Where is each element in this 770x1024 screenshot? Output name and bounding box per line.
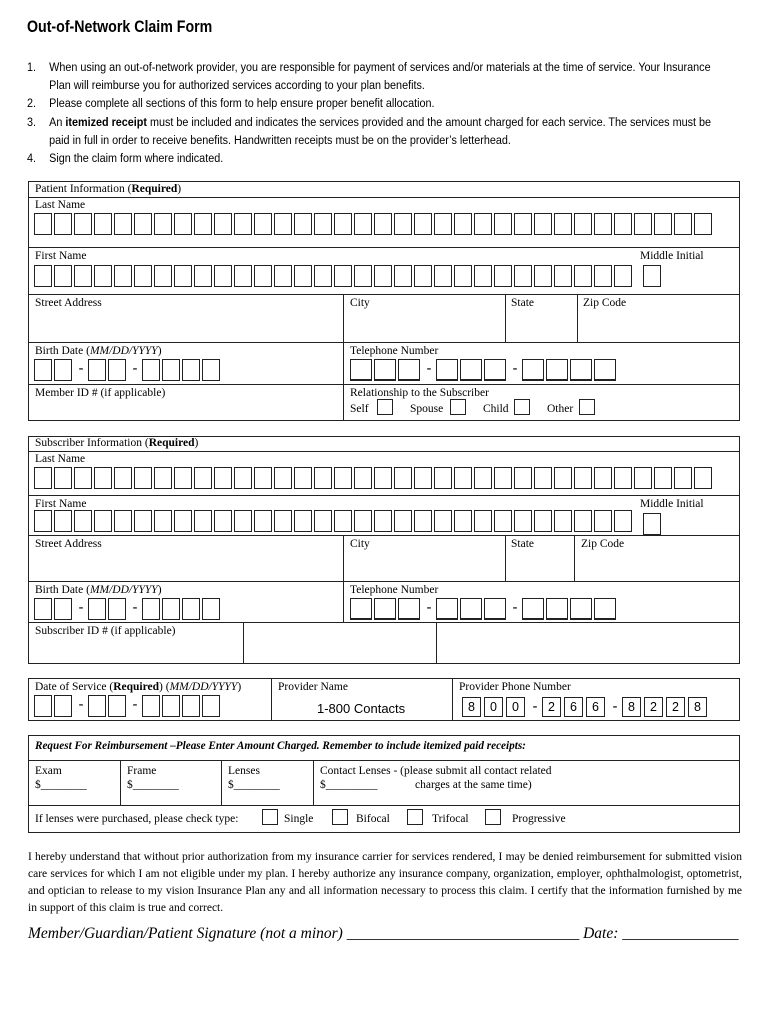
char-box[interactable] xyxy=(74,467,92,489)
char-box[interactable] xyxy=(34,467,52,489)
char-box[interactable] xyxy=(174,265,192,287)
char-box[interactable] xyxy=(434,467,452,489)
char-box[interactable] xyxy=(554,213,572,235)
char-box[interactable] xyxy=(94,265,112,287)
char-box[interactable] xyxy=(254,265,272,287)
lens-trifocal-checkbox[interactable] xyxy=(407,809,423,825)
patient-city-label: City xyxy=(350,297,370,309)
date-digit-box[interactable] xyxy=(182,598,200,620)
relationship-other-checkbox[interactable] xyxy=(579,399,595,415)
char-box[interactable] xyxy=(354,467,372,489)
char-box[interactable] xyxy=(134,510,152,532)
subscriber-street-label: Street Address xyxy=(35,538,102,550)
char-box[interactable] xyxy=(634,213,652,235)
patient-zip-label: Zip Code xyxy=(583,297,627,309)
phone-separator: - xyxy=(512,360,518,377)
char-box[interactable] xyxy=(74,510,92,532)
char-box[interactable] xyxy=(314,213,332,235)
char-box[interactable] xyxy=(194,265,212,287)
lenses-amount-field[interactable]: $________ xyxy=(228,779,280,791)
char-box[interactable] xyxy=(394,467,412,489)
subscriber-birth-date-label: Birth Date (MM/DD/YYYY) xyxy=(35,584,162,596)
phone-digit-box[interactable] xyxy=(546,359,568,381)
date-separator: - xyxy=(132,360,138,377)
phone-digit-box[interactable] xyxy=(398,598,420,620)
char-box[interactable] xyxy=(494,213,512,235)
provider-phone-digit[interactable]: 8 xyxy=(462,697,481,717)
char-box[interactable] xyxy=(294,265,312,287)
date-digit-box[interactable] xyxy=(54,598,72,620)
date-digit-box[interactable] xyxy=(88,598,106,620)
provider-phone-digit[interactable]: 8 xyxy=(622,697,641,717)
provider-phone-boxes[interactable] xyxy=(462,697,710,717)
relationship-child-checkbox[interactable] xyxy=(514,399,530,415)
contact-lenses-note: charges at the same time) xyxy=(415,779,532,791)
char-box[interactable] xyxy=(54,467,72,489)
char-box[interactable] xyxy=(643,265,661,287)
char-box[interactable] xyxy=(74,265,92,287)
char-box[interactable] xyxy=(594,510,612,532)
date-digit-box[interactable] xyxy=(162,695,180,717)
provider-phone-digit[interactable]: 2 xyxy=(666,697,685,717)
char-box[interactable] xyxy=(314,510,332,532)
phone-digit-box[interactable] xyxy=(350,598,372,620)
phone-digit-box[interactable] xyxy=(570,359,592,381)
char-box[interactable] xyxy=(414,213,432,235)
relationship-other-label: Other xyxy=(547,403,574,415)
patient-member-id-label: Member ID # (if applicable) xyxy=(35,387,166,399)
char-box[interactable] xyxy=(94,467,112,489)
char-box[interactable] xyxy=(354,265,372,287)
phone-digit-box[interactable] xyxy=(594,598,616,620)
subscriber-last-name-boxes[interactable] xyxy=(34,467,714,489)
provider-phone-digit[interactable]: 2 xyxy=(542,697,561,717)
char-box[interactable] xyxy=(194,510,212,532)
char-box[interactable] xyxy=(214,265,232,287)
subscriber-state-label: State xyxy=(511,538,534,550)
char-box[interactable] xyxy=(154,265,172,287)
char-box[interactable] xyxy=(554,510,572,532)
provider-phone-digit[interactable]: 2 xyxy=(644,697,663,717)
char-box[interactable] xyxy=(54,265,72,287)
phone-digit-box[interactable] xyxy=(398,359,420,381)
char-box[interactable] xyxy=(254,510,272,532)
patient-middle-initial-box[interactable] xyxy=(643,265,663,287)
contact-lenses-amount-field[interactable]: $_________ xyxy=(320,779,378,791)
subscriber-id-label: Subscriber ID # (if applicable) xyxy=(35,625,176,637)
date-digit-box[interactable] xyxy=(182,359,200,381)
char-box[interactable] xyxy=(474,213,492,235)
char-box[interactable] xyxy=(274,510,292,532)
date-separator: - xyxy=(78,360,84,377)
relationship-label: Relationship to the Subscriber xyxy=(350,387,489,399)
lens-progressive-label: Progressive xyxy=(512,813,566,825)
char-box[interactable] xyxy=(254,213,272,235)
char-box[interactable] xyxy=(654,467,672,489)
phone-digit-box[interactable] xyxy=(594,359,616,381)
phone-digit-box[interactable] xyxy=(522,359,544,381)
char-box[interactable] xyxy=(274,467,292,489)
patient-section-header: Patient Information (Required) xyxy=(35,183,182,195)
date-digit-box[interactable] xyxy=(34,695,52,717)
char-box[interactable] xyxy=(414,265,432,287)
char-box[interactable] xyxy=(134,265,152,287)
provider-phone-digit[interactable]: 6 xyxy=(564,697,583,717)
char-box[interactable] xyxy=(154,213,172,235)
char-box[interactable] xyxy=(314,265,332,287)
char-box[interactable] xyxy=(114,213,132,235)
lenses-label: Lenses xyxy=(228,765,260,777)
relationship-spouse-label: Spouse xyxy=(410,403,444,415)
char-box[interactable] xyxy=(674,467,692,489)
contact-lenses-label: Contact Lenses - (please submit all contact related xyxy=(320,765,552,777)
provider-name-label: Provider Name xyxy=(278,681,348,693)
lens-bifocal-label: Bifocal xyxy=(356,813,390,825)
char-box[interactable] xyxy=(234,467,252,489)
patient-telephone-boxes[interactable] xyxy=(350,359,618,381)
phone-digit-box[interactable] xyxy=(570,598,592,620)
char-box[interactable] xyxy=(294,510,312,532)
date-digit-box[interactable] xyxy=(202,359,220,381)
attestation-paragraph: I hereby understand that without prior authorization from my insurance carrier for services rendered, I may be denied reimbursement for submitted vision care services for which I am not eligible under my plan. I hereby authorize any insurance company, organization, employer, ophthalmologist, optometrist, and optician to release to my vision Insurance Plan any and all information necessary to process this claim. I certify that the information furnished by me in support of this claim is true and correct. xyxy=(28,851,742,914)
signature-line[interactable]: Member/Guardian/Patient Signature (not a minor) ______________________________ Date: _______________ xyxy=(28,925,739,942)
date-digit-box[interactable] xyxy=(88,695,106,717)
date-digit-box[interactable] xyxy=(88,359,106,381)
relationship-child-label: Child xyxy=(483,403,509,415)
char-box[interactable] xyxy=(574,467,592,489)
char-box[interactable] xyxy=(454,265,472,287)
subscriber-first-name-label: First Name xyxy=(35,498,87,510)
phone-digit-box[interactable] xyxy=(374,598,396,620)
char-box[interactable] xyxy=(334,467,352,489)
char-box[interactable] xyxy=(94,213,112,235)
instruction-item: 4. Sign the claim form where indicated. xyxy=(27,151,224,166)
date-digit-box[interactable] xyxy=(162,598,180,620)
char-box[interactable] xyxy=(134,467,152,489)
subscriber-first-name-boxes[interactable] xyxy=(34,510,634,532)
char-box[interactable] xyxy=(214,213,232,235)
date-digit-box[interactable] xyxy=(182,695,200,717)
char-box[interactable] xyxy=(454,510,472,532)
form-title: Out-of-Network Claim Form xyxy=(27,18,213,36)
char-box[interactable] xyxy=(154,467,172,489)
phone-separator: - xyxy=(612,698,618,715)
patient-last-name-boxes[interactable] xyxy=(34,213,714,235)
subscriber-middle-initial-box[interactable] xyxy=(643,513,663,535)
char-box[interactable] xyxy=(474,265,492,287)
char-box[interactable] xyxy=(114,265,132,287)
phone-digit-box[interactable] xyxy=(484,359,506,381)
char-box[interactable] xyxy=(294,213,312,235)
phone-digit-box[interactable] xyxy=(522,598,544,620)
date-digit-box[interactable] xyxy=(108,598,126,620)
char-box[interactable] xyxy=(214,510,232,532)
char-box[interactable] xyxy=(494,510,512,532)
char-box[interactable] xyxy=(674,213,692,235)
provider-phone-digit[interactable]: 8 xyxy=(688,697,707,717)
char-box[interactable] xyxy=(274,265,292,287)
char-box[interactable] xyxy=(514,467,532,489)
lens-trifocal-label: Trifocal xyxy=(432,813,469,825)
phone-digit-box[interactable] xyxy=(484,598,506,620)
lens-single-checkbox[interactable] xyxy=(262,809,278,825)
subscriber-telephone-boxes[interactable] xyxy=(350,598,618,620)
subscriber-section-header: Subscriber Information (Required) xyxy=(35,437,199,449)
reimbursement-header: Request For Reimbursement –Please Enter Amount Charged. Remember to include itemized paid receipts: xyxy=(35,740,526,752)
char-box[interactable] xyxy=(194,213,212,235)
subscriber-telephone-label: Telephone Number xyxy=(350,584,439,596)
phone-digit-box[interactable] xyxy=(374,359,396,381)
relationship-self-label: Self xyxy=(350,403,369,415)
date-digit-box[interactable] xyxy=(202,598,220,620)
lens-progressive-checkbox[interactable] xyxy=(485,809,501,825)
provider-phone-digit[interactable]: 6 xyxy=(586,697,605,717)
phone-digit-box[interactable] xyxy=(546,598,568,620)
char-box[interactable] xyxy=(314,467,332,489)
char-box[interactable] xyxy=(634,467,652,489)
date-of-service-label: Date of Service (Required) (MM/DD/YYYY) xyxy=(35,681,242,693)
char-box[interactable] xyxy=(614,510,632,532)
char-box[interactable] xyxy=(454,467,472,489)
exam-amount-field[interactable]: $________ xyxy=(35,779,87,791)
char-box[interactable] xyxy=(594,265,612,287)
char-box[interactable] xyxy=(694,467,712,489)
instructions-list xyxy=(27,58,727,167)
char-box[interactable] xyxy=(554,467,572,489)
phone-separator: - xyxy=(426,599,432,616)
date-separator: - xyxy=(132,696,138,713)
date-digit-box[interactable] xyxy=(34,359,52,381)
subscriber-birth-date-boxes[interactable] xyxy=(34,598,222,620)
char-box[interactable] xyxy=(514,213,532,235)
char-box[interactable] xyxy=(594,213,612,235)
char-box[interactable] xyxy=(614,467,632,489)
patient-last-name-label: Last Name xyxy=(35,199,86,211)
char-box[interactable] xyxy=(334,265,352,287)
char-box[interactable] xyxy=(54,510,72,532)
subscriber-last-name-label: Last Name xyxy=(35,453,86,465)
char-box[interactable] xyxy=(394,265,412,287)
date-digit-box[interactable] xyxy=(202,695,220,717)
frame-label: Frame xyxy=(127,765,157,777)
lens-type-label: If lenses were purchased, please check type: xyxy=(35,813,239,825)
char-box[interactable] xyxy=(34,510,52,532)
exam-label: Exam xyxy=(35,765,62,777)
char-box[interactable] xyxy=(174,510,192,532)
char-box[interactable] xyxy=(614,265,632,287)
char-box[interactable] xyxy=(354,213,372,235)
char-box[interactable] xyxy=(374,213,392,235)
char-box[interactable] xyxy=(294,467,312,489)
char-box[interactable] xyxy=(574,213,592,235)
phone-digit-box[interactable] xyxy=(460,359,482,381)
char-box[interactable] xyxy=(514,510,532,532)
char-box[interactable] xyxy=(374,510,392,532)
phone-digit-box[interactable] xyxy=(436,359,458,381)
char-box[interactable] xyxy=(414,467,432,489)
char-box[interactable] xyxy=(234,213,252,235)
date-digit-box[interactable] xyxy=(54,695,72,717)
char-box[interactable] xyxy=(494,467,512,489)
date-of-service-boxes[interactable] xyxy=(34,695,222,717)
char-box[interactable] xyxy=(534,265,552,287)
char-box[interactable] xyxy=(474,467,492,489)
patient-birth-date-label: Birth Date (MM/DD/YYYY) xyxy=(35,345,162,357)
char-box[interactable] xyxy=(414,510,432,532)
char-box[interactable] xyxy=(574,265,592,287)
char-box[interactable] xyxy=(454,213,472,235)
phone-separator: - xyxy=(532,698,538,715)
phone-separator: - xyxy=(512,599,518,616)
lens-single-label: Single xyxy=(284,813,314,825)
char-box[interactable] xyxy=(643,513,661,535)
provider-phone-digit[interactable]: 0 xyxy=(506,697,525,717)
char-box[interactable] xyxy=(594,467,612,489)
date-digit-box[interactable] xyxy=(142,598,160,620)
date-digit-box[interactable] xyxy=(34,598,52,620)
char-box[interactable] xyxy=(234,510,252,532)
char-box[interactable] xyxy=(334,213,352,235)
date-digit-box[interactable] xyxy=(142,695,160,717)
patient-state-label: State xyxy=(511,297,534,309)
char-box[interactable] xyxy=(474,510,492,532)
date-digit-box[interactable] xyxy=(162,359,180,381)
char-box[interactable] xyxy=(354,510,372,532)
char-box[interactable] xyxy=(434,265,452,287)
char-box[interactable] xyxy=(374,467,392,489)
patient-birth-date-boxes[interactable] xyxy=(34,359,222,381)
subscriber-zip-label: Zip Code xyxy=(581,538,625,550)
char-box[interactable] xyxy=(434,213,452,235)
provider-phone-digit[interactable]: 0 xyxy=(484,697,503,717)
date-separator: - xyxy=(132,599,138,616)
char-box[interactable] xyxy=(114,467,132,489)
subscriber-city-label: City xyxy=(350,538,370,550)
char-box[interactable] xyxy=(494,265,512,287)
date-digit-box[interactable] xyxy=(142,359,160,381)
char-box[interactable] xyxy=(574,510,592,532)
char-box[interactable] xyxy=(114,510,132,532)
provider-name-value[interactable]: 1-800 Contacts xyxy=(317,701,406,716)
char-box[interactable] xyxy=(534,213,552,235)
char-box[interactable] xyxy=(34,213,52,235)
char-box[interactable] xyxy=(234,265,252,287)
date-separator: - xyxy=(78,599,84,616)
date-separator: - xyxy=(78,696,84,713)
char-box[interactable] xyxy=(54,213,72,235)
char-box[interactable] xyxy=(34,265,52,287)
frame-amount-field[interactable]: $________ xyxy=(127,779,179,791)
phone-separator: - xyxy=(426,360,432,377)
char-box[interactable] xyxy=(514,265,532,287)
char-box[interactable] xyxy=(614,213,632,235)
subscriber-middle-initial-label: Middle Initial xyxy=(640,498,704,510)
patient-street-label: Street Address xyxy=(35,297,102,309)
phone-digit-box[interactable] xyxy=(460,598,482,620)
provider-phone-label: Provider Phone Number xyxy=(459,681,571,693)
char-box[interactable] xyxy=(394,213,412,235)
instruction-item: 2. Please complete all sections of this form to help ensure proper benefit allocation. xyxy=(27,96,435,111)
char-box[interactable] xyxy=(654,213,672,235)
char-box[interactable] xyxy=(274,213,292,235)
char-box[interactable] xyxy=(534,467,552,489)
char-box[interactable] xyxy=(374,265,392,287)
date-digit-box[interactable] xyxy=(54,359,72,381)
char-box[interactable] xyxy=(434,510,452,532)
patient-first-name-boxes[interactable] xyxy=(34,265,634,287)
patient-first-name-label: First Name xyxy=(35,250,87,262)
relationship-self-checkbox[interactable] xyxy=(377,399,393,415)
phone-digit-box[interactable] xyxy=(350,359,372,381)
char-box[interactable] xyxy=(194,467,212,489)
relationship-spouse-checkbox[interactable] xyxy=(450,399,466,415)
char-box[interactable] xyxy=(534,510,552,532)
char-box[interactable] xyxy=(94,510,112,532)
char-box[interactable] xyxy=(154,510,172,532)
char-box[interactable] xyxy=(174,213,192,235)
patient-middle-initial-label: Middle Initial xyxy=(640,250,704,262)
char-box[interactable] xyxy=(334,510,352,532)
char-box[interactable] xyxy=(134,213,152,235)
date-digit-box[interactable] xyxy=(108,695,126,717)
lens-bifocal-checkbox[interactable] xyxy=(332,809,348,825)
char-box[interactable] xyxy=(554,265,572,287)
char-box[interactable] xyxy=(254,467,272,489)
patient-telephone-label: Telephone Number xyxy=(350,345,439,357)
instruction-item: 3. An itemized receipt must be included and indicates the services provided and the amount charged for each service. The services must be paid in full in order to receive benefits. Handwritten receipts must be on the provider’s letterhead. xyxy=(27,114,712,147)
phone-digit-box[interactable] xyxy=(436,598,458,620)
char-box[interactable] xyxy=(394,510,412,532)
char-box[interactable] xyxy=(694,213,712,235)
char-box[interactable] xyxy=(74,213,92,235)
date-digit-box[interactable] xyxy=(108,359,126,381)
instruction-item: 1. When using an out-of-network provider, you are responsible for payment of services and/or materials at the time of service. Your Insurance Plan will reimburse you for authorized services according to your plan benefits. xyxy=(27,60,711,93)
char-box[interactable] xyxy=(214,467,232,489)
char-box[interactable] xyxy=(174,467,192,489)
